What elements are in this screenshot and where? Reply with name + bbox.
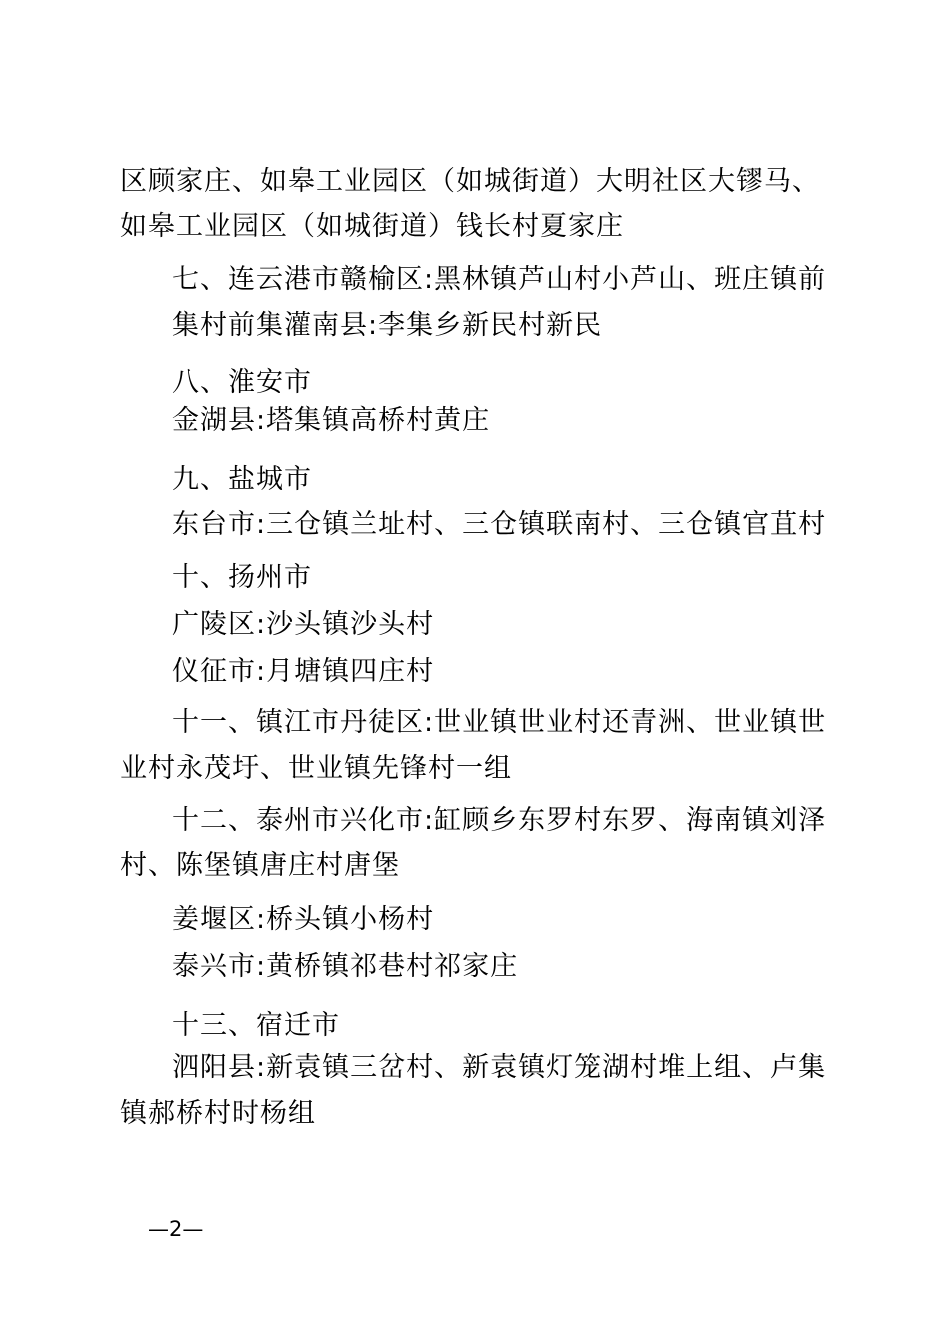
text-line: 镇郝桥村时杨组 bbox=[120, 1098, 316, 1129]
text-line: 区顾家庄、如皋工业园区（如城街道）大明社区大镠马、 bbox=[120, 166, 820, 197]
section-heading-lianyungang: 七、连云港市赣榆区:黑林镇芦山村小芦山、班庄镇前 bbox=[172, 264, 827, 295]
text-line: 村、陈堡镇唐庄村唐堡 bbox=[120, 850, 400, 881]
text-line: 如皋工业园区（如城街道）钱长村夏家庄 bbox=[120, 211, 624, 242]
text-line: 泰兴市:黄桥镇祁巷村祁家庄 bbox=[172, 951, 519, 982]
section-heading-yangzhou: 十、扬州市 bbox=[172, 562, 312, 593]
section-heading-yancheng: 九、盐城市 bbox=[172, 464, 312, 495]
text-line: 姜堰区:桥头镇小杨村 bbox=[172, 904, 435, 935]
text-line: 仪征市:月塘镇四庄村 bbox=[172, 656, 435, 687]
text-line: 泗阳县:新袁镇三岔村、新袁镇灯笼湖村堆上组、卢集 bbox=[172, 1052, 827, 1083]
text-line: 业村永茂圩、世业镇先锋村一组 bbox=[120, 753, 512, 784]
section-heading-taizhou: 十二、泰州市兴化市:缸顾乡东罗村东罗、海南镇刘泽 bbox=[172, 805, 827, 836]
text-line: 金湖县:塔集镇高桥村黄庄 bbox=[172, 405, 491, 436]
section-heading-suqian: 十三、宿迁市 bbox=[172, 1010, 340, 1041]
page-number: —2— bbox=[148, 1217, 204, 1241]
text-line: 集村前集灌南县:李集乡新民村新民 bbox=[172, 310, 603, 341]
text-line: 广陵区:沙头镇沙头村 bbox=[172, 609, 435, 640]
section-heading-huaian: 八、淮安市 bbox=[172, 367, 312, 398]
section-heading-zhenjiang: 十一、镇江市丹徒区:世业镇世业村还青洲、世业镇世 bbox=[172, 707, 827, 738]
text-line: 东台市:三仓镇兰址村、三仓镇联南村、三仓镇官苴村 bbox=[172, 509, 827, 540]
